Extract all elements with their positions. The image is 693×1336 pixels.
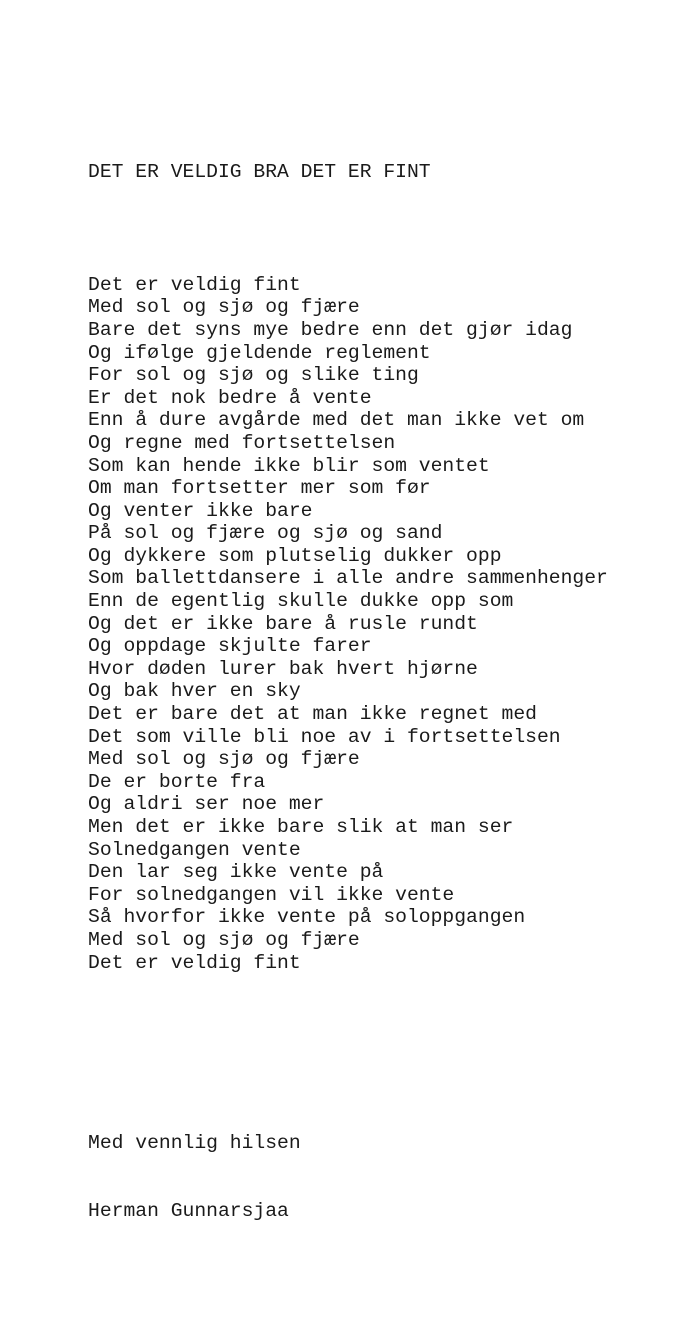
text-column: [88, 93, 608, 1336]
poem-line: Med sol og sjø og fjære: [88, 928, 360, 951]
poem-line: Bare det syns mye bedre enn det gjør idag: [88, 318, 573, 341]
poem-line: Så hvorfor ikke vente på soloppgangen: [88, 906, 526, 929]
closing-block: [88, 1087, 608, 1268]
poem-line: Med sol og sjø og fjære: [88, 296, 360, 319]
poem-line: Og aldri ser noe mer: [88, 793, 325, 816]
poem-line: Og det er ikke bare å rusle rundt: [88, 612, 478, 635]
poem-line: Hvor døden lurer bak hvert hjørne: [88, 657, 478, 680]
poem-line: Enn de egentlig skulle dukke opp som: [88, 590, 514, 613]
closing-signature: Herman Gunnarsjaa: [88, 1200, 289, 1223]
poem-line: De er borte fra: [88, 770, 266, 793]
poem-line: For sol og sjø og slike ting: [88, 364, 419, 387]
poem-line: Er det nok bedre å vente: [88, 386, 372, 409]
poem-line: Det er veldig fint: [88, 951, 301, 974]
poem-line: Det som ville bli noe av i fortsettelsen: [88, 725, 561, 748]
poem-line: Om man fortsetter mer som før: [88, 477, 431, 500]
poem-line: Solnedgangen vente: [88, 838, 301, 861]
poem-line: Og oppdage skjulte farer: [88, 635, 372, 658]
poem-line: På sol og fjære og sjø og sand: [88, 522, 443, 545]
poem-line: For solnedgangen vil ikke vente: [88, 883, 455, 906]
poem-body: [88, 274, 608, 974]
poem-line: Men det er ikke bare slik at man ser: [88, 816, 514, 838]
poem-line: Og venter ikke bare: [88, 499, 313, 522]
poem-line: Som ballettdansere i alle andre sammenhenger: [88, 567, 608, 590]
poem-line: Enn å dure avgårde med det man ikke vet om: [88, 409, 585, 432]
poem-line: Med sol og sjø og fjære: [88, 748, 360, 771]
closing-salutation: Med vennlig hilsen: [88, 1132, 301, 1155]
document-title: DET ER VELDIG BRA DET ER FINT: [88, 160, 431, 183]
poem-line: Som kan hende ikke blir som ventet: [88, 454, 490, 477]
poem-line: Det er veldig fint: [88, 273, 301, 296]
poem-line: Og dykkere som plutselig dukker opp: [88, 544, 502, 567]
poem-line: Og ifølge gjeldende reglement: [88, 341, 431, 364]
poem-line: Og bak hver en sky: [88, 680, 301, 703]
poem-line: Og regne med fortsettelsen: [88, 431, 396, 454]
poem-line: Det er bare det at man ikke regnet med: [88, 703, 537, 726]
poem-line: Den lar seg ikke vente på: [88, 861, 384, 884]
